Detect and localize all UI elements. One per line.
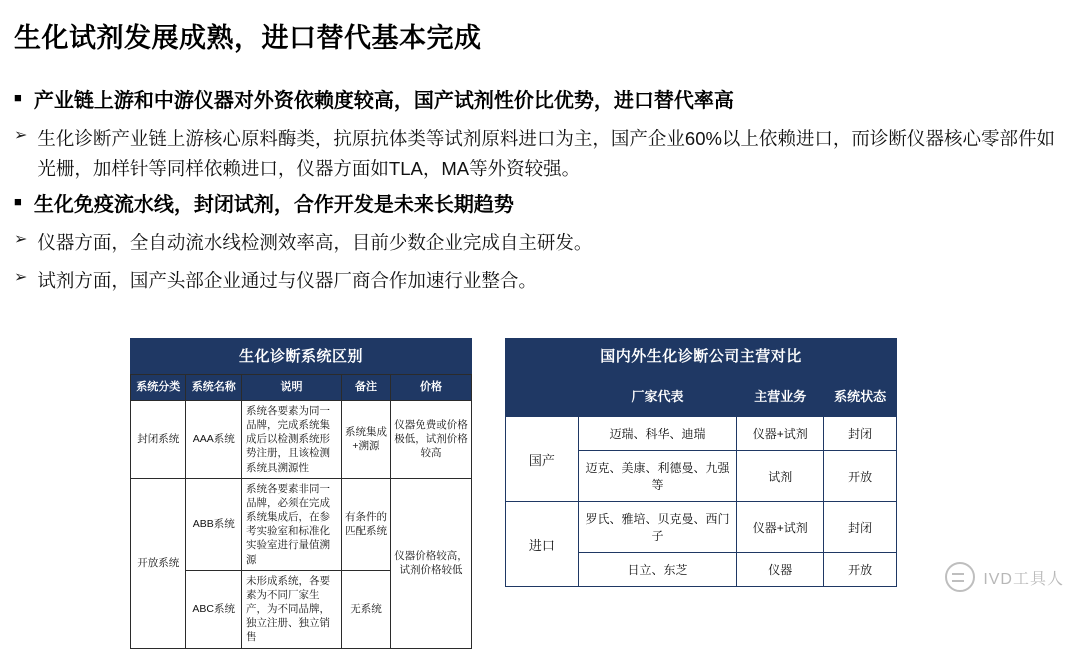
table-right-title: 国内外生化诊断公司主营对比 — [505, 338, 897, 374]
col-header-group — [506, 375, 579, 417]
table-left-container — [130, 338, 472, 649]
cell-name: AAA系统 — [186, 400, 241, 478]
cell-business: 试剂 — [737, 451, 824, 502]
table-left — [130, 374, 472, 649]
watermark-label: IVD工具人 — [983, 570, 1064, 588]
col-header-status: 系统状态 — [824, 375, 897, 417]
table-header-row — [131, 375, 472, 401]
bullet-item-level2 — [14, 228, 1064, 258]
bullet-item-level2 — [14, 266, 1064, 296]
bullet-text: 试剂方面，国产头部企业通过与仪器厂商合作加速行业整合。 — [37, 269, 537, 291]
table-row — [131, 478, 472, 570]
table-right-container — [505, 338, 897, 587]
cell-desc: 系统各要素非同一品牌，必须在完成系统集成后，在参考实验室和标准化实验室进行量值溯源 — [241, 478, 341, 570]
cell-category: 封闭系统 — [131, 400, 186, 478]
cell-vendors: 日立、东芝 — [578, 553, 737, 587]
page-title: 生化试剂发展成熟，进口替代基本完成 — [14, 23, 482, 53]
bullet-list — [14, 88, 1064, 304]
cell-name: ABB系统 — [186, 478, 241, 570]
col-header-note: 备注 — [341, 375, 390, 401]
square-bullet-icon: ■ — [14, 90, 22, 105]
cell-note: 有条件的匹配系统 — [341, 478, 390, 570]
cell-name: ABC系统 — [186, 570, 241, 648]
cell-note: 无系统 — [341, 570, 390, 648]
arrow-bullet-icon: ➢ — [14, 268, 28, 286]
circle-logo-icon — [945, 562, 975, 592]
table-header-row — [506, 375, 897, 417]
table-row — [506, 502, 897, 553]
cell-price: 仪器免费或价格极低，试剂价格较高 — [391, 400, 472, 478]
square-bullet-icon: ■ — [14, 193, 22, 209]
col-header-price: 价格 — [391, 375, 472, 401]
cell-status: 封闭 — [824, 417, 897, 451]
watermark — [945, 562, 1064, 592]
col-header-name: 系统名称 — [186, 375, 241, 401]
bullet-text: 产业链上游和中游仪器对外资依赖度较高，国产试剂性价比优势，进口替代率高 — [33, 90, 734, 112]
cell-note: 系统集成+溯源 — [341, 400, 390, 478]
cell-vendors: 迈瑞、科华、迪瑞 — [578, 417, 737, 451]
bullet-item-level1 — [14, 88, 1064, 115]
table-row — [131, 400, 472, 478]
arrow-bullet-icon: ➢ — [14, 127, 28, 144]
cell-status: 开放 — [824, 451, 897, 502]
bullet-text: 仪器方面，全自动流水线检测效率高，目前少数企业完成自主研发。 — [37, 231, 593, 253]
cell-desc: 未形成系统，各要素为不同厂家生产，为不同品牌，独立注册、独立销售 — [241, 570, 341, 648]
cell-business: 仪器+试剂 — [737, 417, 824, 451]
table-row — [506, 417, 897, 451]
cell-desc: 系统各要素为同一品牌，完成系统集成后以检测系统形势注册，且该检测系统具溯源性 — [241, 400, 341, 478]
cell-business: 仪器 — [737, 553, 824, 587]
col-header-business: 主营业务 — [737, 375, 824, 417]
cell-vendors: 罗氏、雅培、贝克曼、西门子 — [578, 502, 737, 553]
bullet-item-level1 — [14, 192, 1064, 219]
arrow-bullet-icon: ➢ — [14, 230, 28, 248]
bullet-text: 生化免疫流水线，封闭试剂，合作开发是未来长期趋势 — [33, 193, 514, 216]
cell-category: 开放系统 — [131, 478, 186, 648]
cell-status: 开放 — [824, 553, 897, 587]
cell-status: 封闭 — [824, 502, 897, 553]
bullet-item-level2 — [14, 124, 1064, 184]
table-right — [505, 374, 897, 587]
cell-group: 国产 — [506, 417, 579, 502]
col-header-category: 系统分类 — [131, 375, 186, 401]
cell-business: 仪器+试剂 — [737, 502, 824, 553]
cell-group: 进口 — [506, 502, 579, 587]
cell-price: 仪器价格较高，试剂价格较低 — [391, 478, 472, 648]
col-header-desc: 说明 — [241, 375, 341, 401]
cell-vendors: 迈克、美康、利德曼、九强等 — [578, 451, 737, 502]
bullet-text: 生化诊断产业链上游核心原料酶类，抗原抗体类等试剂原料进口为主，国产企业60%以上依赖进口，而诊断仪器核心零部件如光栅，加样针等同样依赖进口，仪器方面如TLA，MA等外资较强。 — [37, 128, 1055, 179]
table-left-title: 生化诊断系统区别 — [130, 338, 472, 374]
col-header-vendors: 厂家代表 — [578, 375, 737, 417]
